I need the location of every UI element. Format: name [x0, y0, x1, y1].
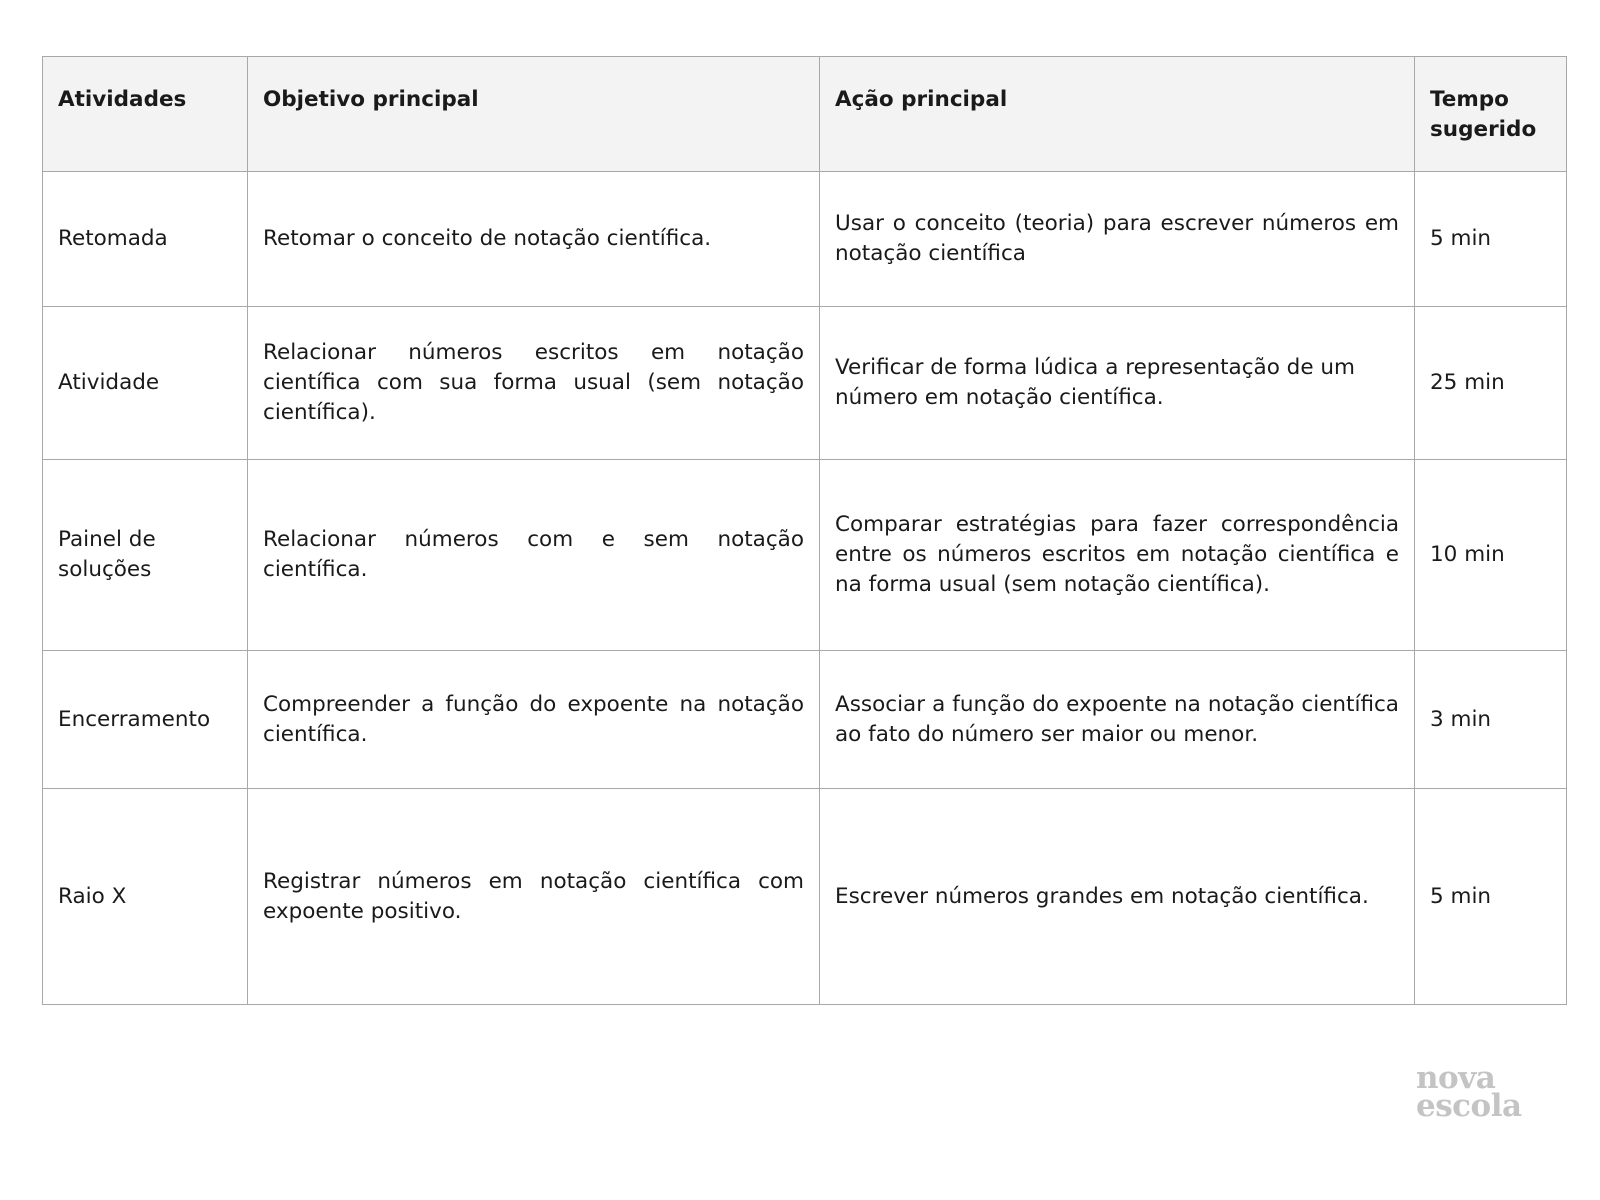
- table-row: [43, 172, 1567, 307]
- cell-tempo: 10 min: [1415, 460, 1567, 651]
- nova-escola-logo: [1416, 1060, 1536, 1124]
- cell-tempo: 25 min: [1415, 307, 1567, 460]
- cell-atividade: Raio X: [43, 789, 248, 1005]
- cell-acao: Comparar estratégias para fazer correspondência entre os números escritos em notação científica e na forma usual (sem notação científica).: [820, 460, 1415, 651]
- logo-line-nova: nova: [1416, 1060, 1496, 1096]
- cell-objetivo: Relacionar números escritos em notação científica com sua forma usual (sem notação científica).: [248, 307, 820, 460]
- cell-tempo: 5 min: [1415, 172, 1567, 307]
- cell-objetivo: Relacionar números com e sem notação científica.: [248, 460, 820, 651]
- cell-atividade: Encerramento: [43, 651, 248, 789]
- table-row: [43, 460, 1567, 651]
- table-header-row: [43, 57, 1567, 172]
- header-atividades: Atividades: [43, 57, 248, 172]
- cell-tempo: 3 min: [1415, 651, 1567, 789]
- header-acao-principal: Ação principal: [820, 57, 1415, 172]
- cell-objetivo: Retomar o conceito de notação científica.: [248, 172, 820, 307]
- cell-atividade: Painel de soluções: [43, 460, 248, 651]
- lesson-plan-table: [42, 56, 1567, 1005]
- logo-line-escola: escola: [1416, 1088, 1522, 1124]
- cell-atividade: Retomada: [43, 172, 248, 307]
- cell-acao: Associar a função do expoente na notação científica ao fato do número ser maior ou menor.: [820, 651, 1415, 789]
- header-tempo-sugerido: Tempo sugerido: [1415, 57, 1567, 172]
- cell-acao: Usar o conceito (teoria) para escrever números em notação científica: [820, 172, 1415, 307]
- cell-objetivo: Compreender a função do expoente na notação científica.: [248, 651, 820, 789]
- header-objetivo-principal: Objetivo principal: [248, 57, 820, 172]
- table-row: [43, 651, 1567, 789]
- cell-acao: Escrever números grandes em notação científica.: [820, 789, 1415, 1005]
- cell-acao: Verificar de forma lúdica a representação de um número em notação científica.: [820, 307, 1415, 460]
- table-row: [43, 789, 1567, 1005]
- cell-tempo: 5 min: [1415, 789, 1567, 1005]
- cell-objetivo: Registrar números em notação científica com expoente positivo.: [248, 789, 820, 1005]
- table-row: [43, 307, 1567, 460]
- cell-atividade: Atividade: [43, 307, 248, 460]
